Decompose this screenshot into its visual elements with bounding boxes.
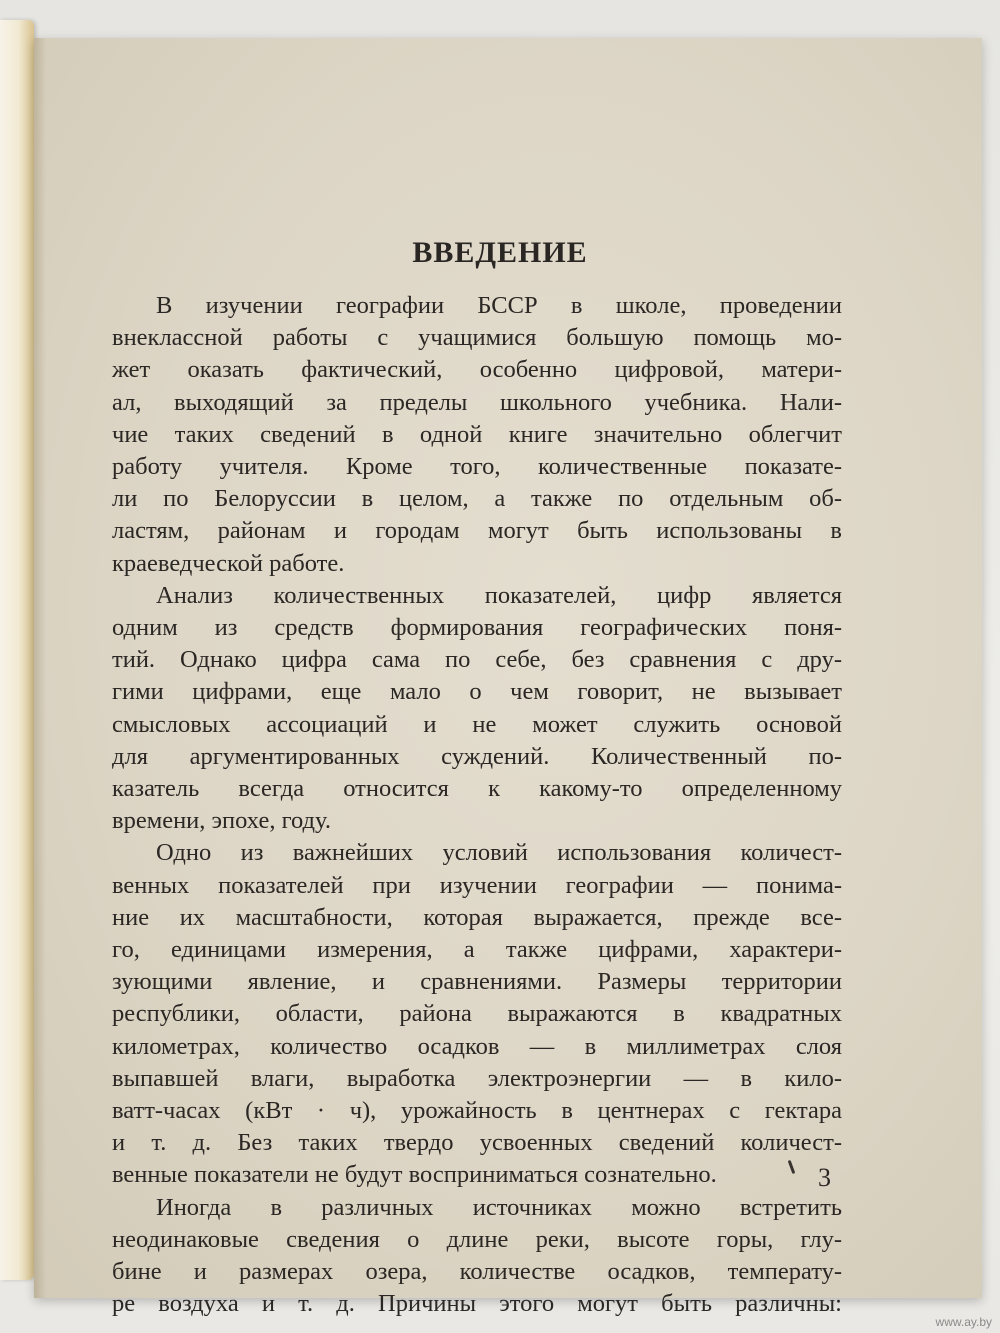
text-line: одним из средств формирования географических поня- (112, 614, 842, 642)
text-line: ре воздуха и т. д. Причины этого могут быть различны: (112, 1290, 842, 1318)
text-line: времени, эпохе, году. (112, 807, 331, 835)
text-line: выпавшей влаги, выработка электроэнергии — в кило- (112, 1064, 842, 1092)
text-line: ал, выходящий за пределы школьного учебника. Нали- (112, 388, 842, 416)
body-text (112, 290, 842, 1321)
binding-shadow (34, 38, 46, 1298)
text-line: тий. Однако цифра сама по себе, без сравнения с дру- (112, 646, 842, 674)
text-line: ластям, районам и городам могут быть использованы в (112, 517, 842, 545)
text-line: зующими явление, и сравнениями. Размеры территории (112, 968, 842, 996)
text-line: Иногда в различных источниках можно встретить (156, 1193, 842, 1221)
text-line: километрах, количество осадков — в миллиметрах слоя (112, 1032, 842, 1060)
text-line: Анализ количественных показателей, цифр является (156, 581, 842, 609)
text-line: гими цифрами, еще мало о чем говорит, не вызывает (112, 678, 842, 706)
watermark: www.ay.by (935, 1315, 992, 1329)
text-line: краеведческой работе. (112, 549, 345, 577)
text-line: внеклассной работы с учащимися большую помощь мо- (112, 324, 842, 352)
text-line: чие таких сведений в одной книге значительно облегчит (112, 420, 842, 448)
text-line: смысловых ассоциаций и не может служить основой (112, 710, 842, 738)
text-line: Одно из важнейших условий использования количест- (156, 839, 842, 867)
page-number: 3 (818, 1163, 831, 1192)
text-line: неодинаковые сведения о длине реки, высоте горы, глу- (112, 1225, 842, 1253)
text-line: венных показателей при изучении географии — понима- (112, 871, 842, 899)
text-line: ватт-часах (кВт · ч), урожайность в центнерах с гектара (112, 1097, 842, 1125)
text-line: и т. д. Без таких твердо усвоенных сведений количест- (112, 1129, 842, 1157)
text-line: венные показатели не будут восприниматься сознательно. (112, 1161, 717, 1189)
adjacent-page-edge (0, 20, 34, 1280)
text-line: работу учителя. Кроме того, количественные показате- (112, 453, 842, 481)
text-line: казатель всегда относится к какому-то определенному (112, 775, 842, 803)
text-line: бине и размерах озера, количестве осадков, температу- (112, 1258, 842, 1286)
text-line: республики, области, района выражаются в квадратных (112, 1000, 842, 1028)
text-line: В изучении географии БССР в школе, проведении (156, 292, 842, 319)
page-title: ВВЕДЕНИЕ (412, 236, 588, 269)
text-line: жет оказать фактический, особенно цифровой, матери- (112, 356, 842, 384)
text-line: ли по Белоруссии в целом, а также по отдельным об- (112, 485, 842, 513)
text-line: для аргументированных суждений. Количественный по- (112, 742, 842, 770)
text-line: ние их масштабности, которая выражается, прежде все- (112, 903, 842, 931)
text-line: го, единицами измерения, а также цифрами, характери- (112, 936, 842, 964)
